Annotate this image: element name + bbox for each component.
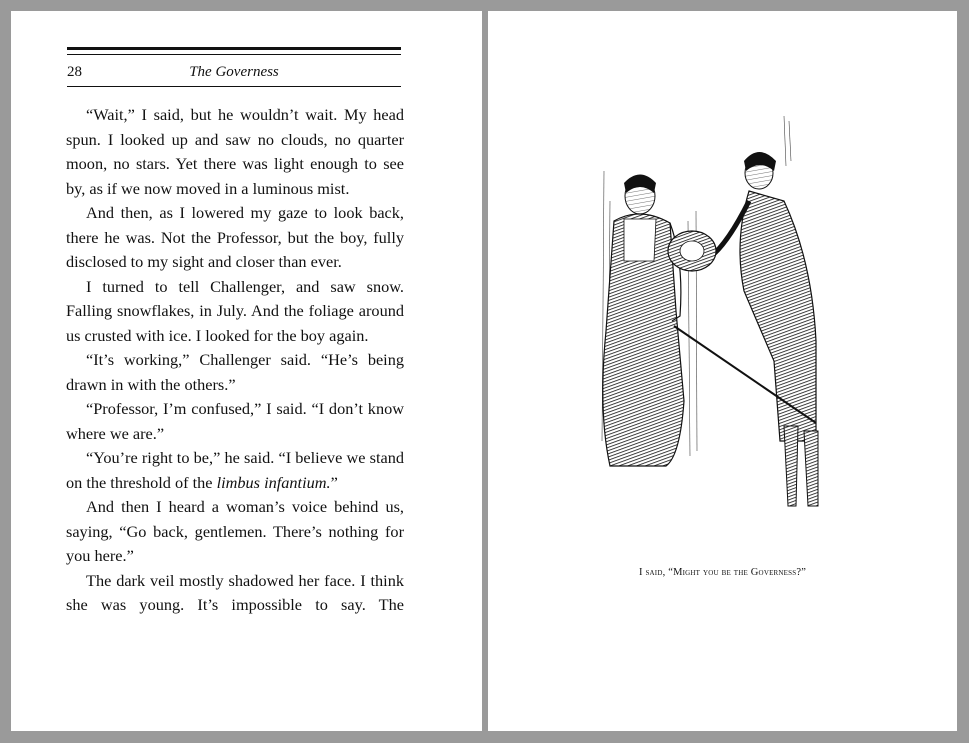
header-rule-thin bbox=[67, 54, 401, 55]
paragraph: And then I heard a woman’s voice behind us, saying, “Go back, gentlemen. There’s nothing for you here.” bbox=[66, 497, 404, 565]
paragraph bbox=[66, 446, 404, 495]
body-text bbox=[66, 103, 404, 618]
paragraph: “Wait,” I said, but he wouldn’t wait. My head spun. I looked up and saw no clouds, no quarter moon, no stars. Yet there was light enough to see by, as if we now moved in a luminous mist. bbox=[66, 105, 404, 198]
paragraph: “Professor, I’m confused,” I said. “I don’t know where we are.” bbox=[66, 399, 404, 443]
woman-figure bbox=[603, 175, 684, 467]
paragraph: And then, as I lowered my gaze to look back, there he was. Not the Professor, but the boy, fully disclosed to my sight and closer than ever. bbox=[66, 203, 404, 271]
page-number: 28 bbox=[67, 64, 82, 80]
running-title: The Governess bbox=[189, 64, 279, 80]
paragraph-text: ” bbox=[330, 472, 338, 492]
header-rule-thick bbox=[67, 47, 401, 50]
paragraph-text: “You’re right to be,” he said. “I believe we stand on the threshold of the bbox=[66, 448, 404, 492]
right-page bbox=[488, 11, 957, 731]
illustration-caption: I said, “Might you be the Governess?” bbox=[638, 567, 807, 578]
left-page bbox=[11, 11, 482, 731]
man-figure bbox=[668, 152, 818, 506]
latin-phrase: limbus infantium. bbox=[216, 472, 331, 492]
header-rule-bottom bbox=[67, 86, 401, 87]
paragraph: The dark veil mostly shadowed her face. I think she was young. It’s impossible to say. The bbox=[66, 570, 404, 614]
illustration bbox=[584, 111, 874, 511]
paragraph: “It’s working,” Challenger said. “He’s being drawn in with the others.” bbox=[66, 350, 404, 394]
running-head bbox=[67, 64, 401, 84]
paragraph: I turned to tell Challenger, and saw snow. Falling snowflakes, in July. And the foliage around us crusted with ice. I looked for the boy again. bbox=[66, 276, 404, 345]
